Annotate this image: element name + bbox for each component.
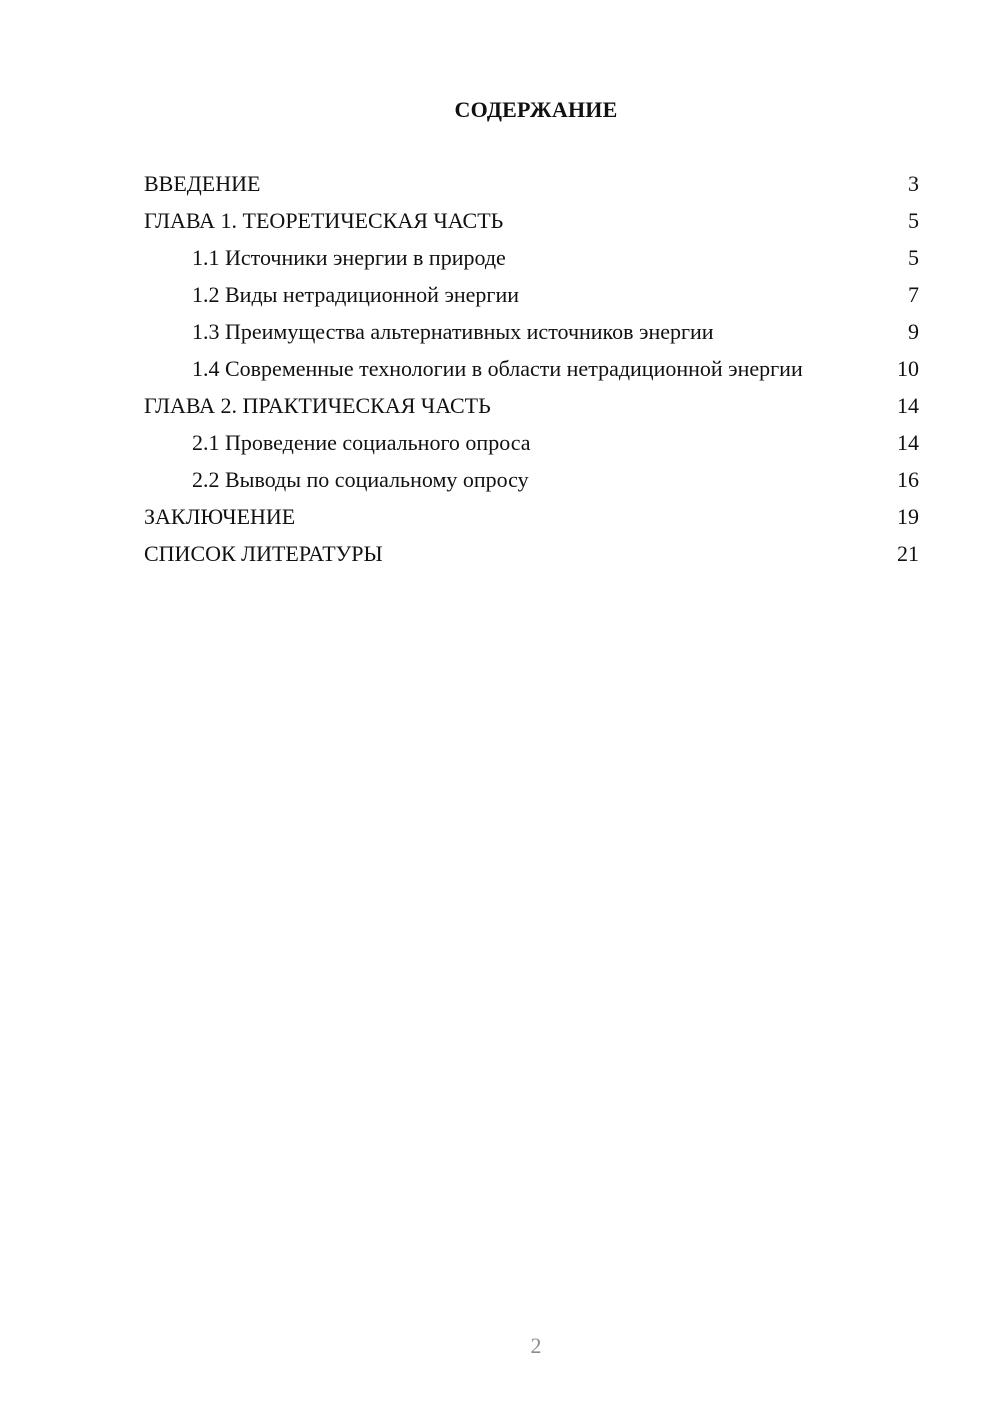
toc-entry-section-2-2[interactable] [144, 466, 919, 493]
toc-entry-introduction[interactable] [144, 170, 919, 197]
toc-entry-title: ГЛАВА 2. ПРАКТИЧЕСКАЯ ЧАСТЬ [144, 393, 491, 418]
toc-entry-chapter-1[interactable] [144, 207, 919, 234]
toc-entry-page: 14 [897, 430, 919, 455]
toc-entry-page: 19 [897, 504, 919, 529]
toc-entry-title: 2.1 Проведение социального опроса [192, 430, 531, 455]
toc-entry-title: ЗАКЛЮЧЕНИЕ [144, 504, 296, 529]
toc-entry-page: 5 [908, 208, 919, 233]
page-number: 2 [530, 1333, 542, 1358]
toc-entry-title: СПИСОК ЛИТЕРАТУРЫ [144, 541, 383, 566]
toc-entry-page: 5 [908, 245, 919, 270]
toc-entry-page: 3 [908, 171, 919, 196]
toc-entry-title: 1.3 Преимущества альтернативных источников энергии [192, 319, 714, 344]
toc-entry-page: 7 [908, 282, 919, 307]
toc-entry-section-1-4[interactable] [144, 355, 919, 382]
toc-entry-title: 1.2 Виды нетрадиционной энергии [192, 282, 519, 307]
toc-entry-section-2-1[interactable] [144, 429, 919, 456]
toc-entry-title: ГЛАВА 1. ТЕОРЕТИЧЕСКАЯ ЧАСТЬ [144, 208, 504, 233]
toc-entry-page: 14 [897, 393, 919, 418]
toc-entry-page: 10 [897, 356, 919, 381]
toc-entry-page: 16 [897, 467, 919, 492]
page-title: СОДЕРЖАНИЕ [454, 97, 618, 122]
toc-entry-chapter-2[interactable] [144, 392, 919, 419]
toc-entry-bibliography[interactable] [144, 540, 919, 567]
toc-entry-conclusion[interactable] [144, 503, 919, 530]
toc-entry-title: ВВЕДЕНИЕ [144, 171, 261, 196]
toc-entry-title: 1.4 Современные технологии в области нетрадиционной энергии [192, 356, 803, 381]
toc-entry-section-1-3[interactable] [144, 318, 919, 345]
toc-entry-title: 2.2 Выводы по социальному опросу [192, 467, 529, 492]
toc-entry-title: 1.1 Источники энергии в природе [192, 245, 506, 270]
toc-entry-section-1-2[interactable] [144, 281, 919, 308]
toc-entry-page: 21 [897, 541, 919, 566]
table-of-contents [144, 170, 919, 577]
toc-entry-section-1-1[interactable] [144, 244, 919, 271]
toc-entry-page: 9 [908, 319, 919, 344]
